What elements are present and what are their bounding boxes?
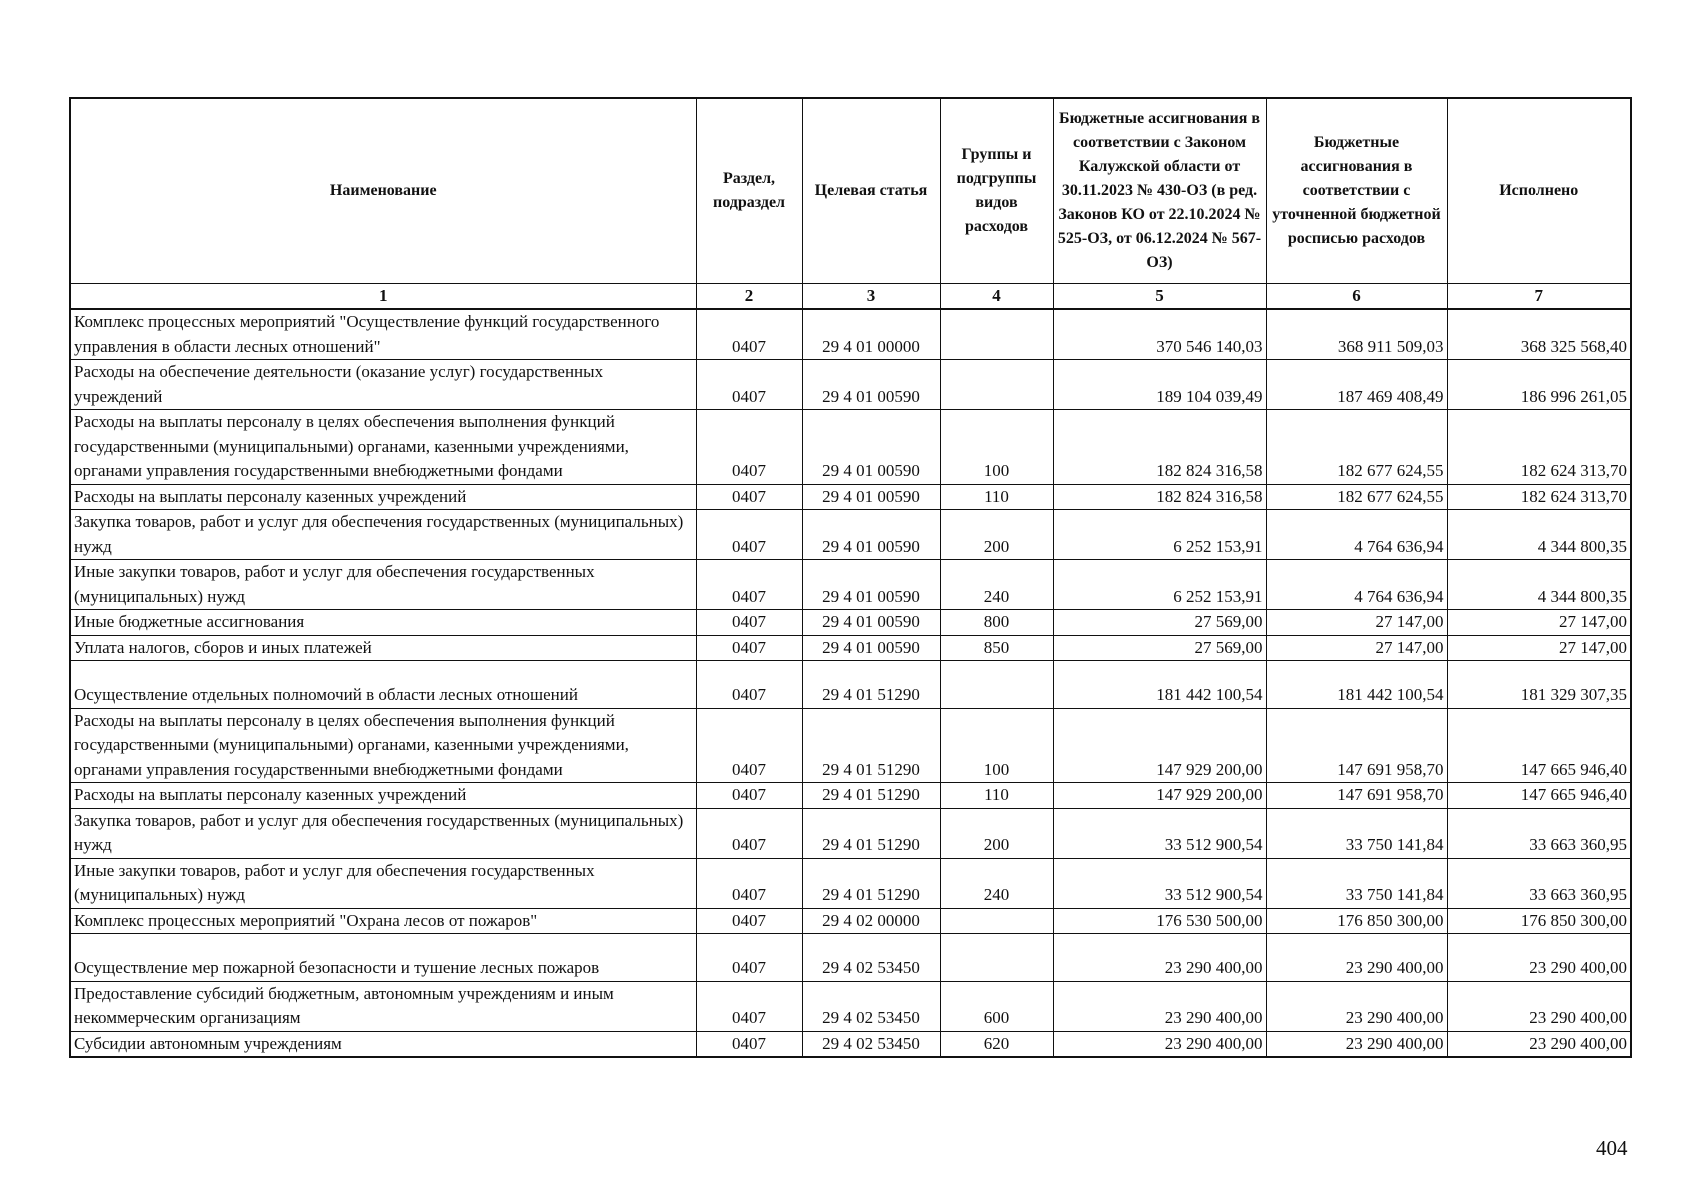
cell-law-amount: 370 546 140,03 xyxy=(1053,309,1266,360)
cell-group: 100 xyxy=(940,410,1053,485)
header-number: 4 xyxy=(940,284,1053,310)
table-row xyxy=(70,635,1631,661)
cell-section: 0407 xyxy=(696,610,802,636)
cell-law-amount: 182 824 316,58 xyxy=(1053,484,1266,510)
cell-name: Осуществление отдельных полномочий в области лесных отношений xyxy=(70,661,696,709)
cell-group xyxy=(940,934,1053,982)
cell-section: 0407 xyxy=(696,661,802,709)
cell-name: Иные бюджетные ассигнования xyxy=(70,610,696,636)
cell-target: 29 4 01 51290 xyxy=(802,708,940,783)
cell-executed-amount: 27 147,00 xyxy=(1447,610,1631,636)
cell-law-amount: 23 290 400,00 xyxy=(1053,1031,1266,1057)
cell-target: 29 4 02 53450 xyxy=(802,981,940,1031)
table-row xyxy=(70,560,1631,610)
cell-executed-amount: 23 290 400,00 xyxy=(1447,934,1631,982)
cell-executed-amount: 4 344 800,35 xyxy=(1447,560,1631,610)
cell-roster-amount: 176 850 300,00 xyxy=(1266,908,1447,934)
cell-name: Расходы на выплаты персоналу в целях обеспечения выполнения функций государственными (муниципальными) органами, казенными учреждениями, органами управления государственными внебюджетными фондами xyxy=(70,708,696,783)
header-section: Раздел, подраздел xyxy=(696,98,802,284)
cell-executed-amount: 33 663 360,95 xyxy=(1447,858,1631,908)
cell-executed-amount: 147 665 946,40 xyxy=(1447,783,1631,809)
cell-target: 29 4 01 00590 xyxy=(802,484,940,510)
header-number: 6 xyxy=(1266,284,1447,310)
cell-law-amount: 6 252 153,91 xyxy=(1053,560,1266,610)
cell-law-amount: 189 104 039,49 xyxy=(1053,360,1266,410)
cell-target: 29 4 01 00590 xyxy=(802,360,940,410)
cell-law-amount: 27 569,00 xyxy=(1053,610,1266,636)
cell-roster-amount: 4 764 636,94 xyxy=(1266,510,1447,560)
cell-roster-amount: 23 290 400,00 xyxy=(1266,934,1447,982)
table-row xyxy=(70,858,1631,908)
cell-group: 240 xyxy=(940,858,1053,908)
cell-target: 29 4 01 00000 xyxy=(802,309,940,360)
header-law: Бюджетные ассигнования в соответствии с Законом Калужской области от 30.11.2023 № 430-ОЗ (в ред. Законов КО от 22.10.2024 № 525-ОЗ, от 06.12.2024 № 567-ОЗ) xyxy=(1053,98,1266,284)
cell-roster-amount: 182 677 624,55 xyxy=(1266,484,1447,510)
cell-section: 0407 xyxy=(696,708,802,783)
cell-target: 29 4 01 00590 xyxy=(802,510,940,560)
cell-roster-amount: 368 911 509,03 xyxy=(1266,309,1447,360)
cell-roster-amount: 4 764 636,94 xyxy=(1266,560,1447,610)
cell-name: Комплекс процессных мероприятий "Осуществление функций государственного управления в области лесных отношений" xyxy=(70,309,696,360)
cell-section: 0407 xyxy=(696,635,802,661)
cell-executed-amount: 23 290 400,00 xyxy=(1447,1031,1631,1057)
cell-group: 110 xyxy=(940,783,1053,809)
table-row xyxy=(70,661,1631,709)
header-number-row xyxy=(70,284,1631,310)
cell-name: Иные закупки товаров, работ и услуг для обеспечения государственных (муниципальных) нужд xyxy=(70,858,696,908)
cell-executed-amount: 23 290 400,00 xyxy=(1447,981,1631,1031)
cell-executed-amount: 368 325 568,40 xyxy=(1447,309,1631,360)
cell-target: 29 4 01 51290 xyxy=(802,858,940,908)
cell-target: 29 4 02 53450 xyxy=(802,1031,940,1057)
header-executed: Исполнено xyxy=(1447,98,1631,284)
cell-executed-amount: 33 663 360,95 xyxy=(1447,808,1631,858)
cell-roster-amount: 23 290 400,00 xyxy=(1266,1031,1447,1057)
cell-roster-amount: 147 691 958,70 xyxy=(1266,783,1447,809)
cell-roster-amount: 27 147,00 xyxy=(1266,635,1447,661)
table-row xyxy=(70,360,1631,410)
header-roster: Бюджетные ассигнования в соответствии с уточненной бюджетной росписью расходов xyxy=(1266,98,1447,284)
cell-section: 0407 xyxy=(696,360,802,410)
cell-group: 600 xyxy=(940,981,1053,1031)
cell-roster-amount: 187 469 408,49 xyxy=(1266,360,1447,410)
cell-name: Осуществление мер пожарной безопасности и тушение лесных пожаров xyxy=(70,934,696,982)
header-group: Группы и подгруппы видов расходов xyxy=(940,98,1053,284)
table-row xyxy=(70,484,1631,510)
table-body xyxy=(70,309,1631,1057)
cell-section: 0407 xyxy=(696,1031,802,1057)
cell-executed-amount: 182 624 313,70 xyxy=(1447,410,1631,485)
cell-executed-amount: 27 147,00 xyxy=(1447,635,1631,661)
cell-law-amount: 23 290 400,00 xyxy=(1053,981,1266,1031)
cell-roster-amount: 27 147,00 xyxy=(1266,610,1447,636)
cell-section: 0407 xyxy=(696,560,802,610)
cell-name: Расходы на выплаты персоналу в целях обеспечения выполнения функций государственными (муниципальными) органами, казенными учреждениями, органами управления государственными внебюджетными фондами xyxy=(70,410,696,485)
cell-name: Расходы на выплаты персоналу казенных учреждений xyxy=(70,783,696,809)
page-number: 404 xyxy=(1596,1136,1628,1160)
cell-name: Уплата налогов, сборов и иных платежей xyxy=(70,635,696,661)
table-row xyxy=(70,1031,1631,1057)
cell-group xyxy=(940,661,1053,709)
cell-group xyxy=(940,360,1053,410)
cell-roster-amount: 33 750 141,84 xyxy=(1266,858,1447,908)
cell-law-amount: 147 929 200,00 xyxy=(1053,708,1266,783)
cell-target: 29 4 01 51290 xyxy=(802,783,940,809)
cell-law-amount: 23 290 400,00 xyxy=(1053,934,1266,982)
cell-section: 0407 xyxy=(696,783,802,809)
table-row xyxy=(70,908,1631,934)
cell-executed-amount: 181 329 307,35 xyxy=(1447,661,1631,709)
cell-target: 29 4 02 53450 xyxy=(802,934,940,982)
cell-executed-amount: 176 850 300,00 xyxy=(1447,908,1631,934)
cell-law-amount: 33 512 900,54 xyxy=(1053,858,1266,908)
header-row xyxy=(70,98,1631,284)
cell-target: 29 4 01 00590 xyxy=(802,635,940,661)
cell-name: Комплекс процессных мероприятий "Охрана лесов от пожаров" xyxy=(70,908,696,934)
cell-target: 29 4 01 00590 xyxy=(802,560,940,610)
cell-law-amount: 176 530 500,00 xyxy=(1053,908,1266,934)
cell-section: 0407 xyxy=(696,484,802,510)
cell-section: 0407 xyxy=(696,410,802,485)
cell-roster-amount: 33 750 141,84 xyxy=(1266,808,1447,858)
cell-name: Расходы на выплаты персоналу казенных учреждений xyxy=(70,484,696,510)
cell-name: Иные закупки товаров, работ и услуг для обеспечения государственных (муниципальных) нужд xyxy=(70,560,696,610)
header-number: 5 xyxy=(1053,284,1266,310)
cell-law-amount: 147 929 200,00 xyxy=(1053,783,1266,809)
cell-executed-amount: 147 665 946,40 xyxy=(1447,708,1631,783)
cell-name: Предоставление субсидий бюджетным, автономным учреждениям и иным некоммерческим организациям xyxy=(70,981,696,1031)
cell-section: 0407 xyxy=(696,858,802,908)
table-row xyxy=(70,510,1631,560)
cell-name: Закупка товаров, работ и услуг для обеспечения государственных (муниципальных) нужд xyxy=(70,510,696,560)
cell-name: Расходы на обеспечение деятельности (оказание услуг) государственных учреждений xyxy=(70,360,696,410)
header-target: Целевая статья xyxy=(802,98,940,284)
cell-executed-amount: 186 996 261,05 xyxy=(1447,360,1631,410)
table-row xyxy=(70,808,1631,858)
table-row xyxy=(70,708,1631,783)
header-number: 7 xyxy=(1447,284,1631,310)
cell-group: 200 xyxy=(940,808,1053,858)
cell-group xyxy=(940,908,1053,934)
cell-section: 0407 xyxy=(696,808,802,858)
cell-roster-amount: 181 442 100,54 xyxy=(1266,661,1447,709)
table-row xyxy=(70,610,1631,636)
cell-section: 0407 xyxy=(696,934,802,982)
cell-roster-amount: 147 691 958,70 xyxy=(1266,708,1447,783)
cell-target: 29 4 01 00590 xyxy=(802,410,940,485)
cell-law-amount: 33 512 900,54 xyxy=(1053,808,1266,858)
cell-section: 0407 xyxy=(696,981,802,1031)
table-row xyxy=(70,783,1631,809)
cell-group: 620 xyxy=(940,1031,1053,1057)
cell-group xyxy=(940,309,1053,360)
cell-target: 29 4 01 51290 xyxy=(802,808,940,858)
table-row xyxy=(70,410,1631,485)
cell-law-amount: 182 824 316,58 xyxy=(1053,410,1266,485)
cell-name: Субсидии автономным учреждениям xyxy=(70,1031,696,1057)
cell-target: 29 4 01 00590 xyxy=(802,610,940,636)
cell-roster-amount: 182 677 624,55 xyxy=(1266,410,1447,485)
cell-law-amount: 6 252 153,91 xyxy=(1053,510,1266,560)
cell-roster-amount: 23 290 400,00 xyxy=(1266,981,1447,1031)
cell-group: 850 xyxy=(940,635,1053,661)
table-row xyxy=(70,309,1631,360)
cell-section: 0407 xyxy=(696,309,802,360)
cell-group: 240 xyxy=(940,560,1053,610)
budget-table xyxy=(69,97,1632,1058)
header-number: 1 xyxy=(70,284,696,310)
table-row xyxy=(70,934,1631,982)
cell-target: 29 4 01 51290 xyxy=(802,661,940,709)
cell-law-amount: 181 442 100,54 xyxy=(1053,661,1266,709)
header-number: 3 xyxy=(802,284,940,310)
cell-group: 800 xyxy=(940,610,1053,636)
cell-section: 0407 xyxy=(696,510,802,560)
cell-group: 100 xyxy=(940,708,1053,783)
cell-group: 110 xyxy=(940,484,1053,510)
cell-target: 29 4 02 00000 xyxy=(802,908,940,934)
header-number: 2 xyxy=(696,284,802,310)
header-name: Наименование xyxy=(70,98,696,284)
cell-executed-amount: 4 344 800,35 xyxy=(1447,510,1631,560)
cell-executed-amount: 182 624 313,70 xyxy=(1447,484,1631,510)
cell-group: 200 xyxy=(940,510,1053,560)
cell-law-amount: 27 569,00 xyxy=(1053,635,1266,661)
cell-section: 0407 xyxy=(696,908,802,934)
cell-name: Закупка товаров, работ и услуг для обеспечения государственных (муниципальных) нужд xyxy=(70,808,696,858)
table-row xyxy=(70,981,1631,1031)
